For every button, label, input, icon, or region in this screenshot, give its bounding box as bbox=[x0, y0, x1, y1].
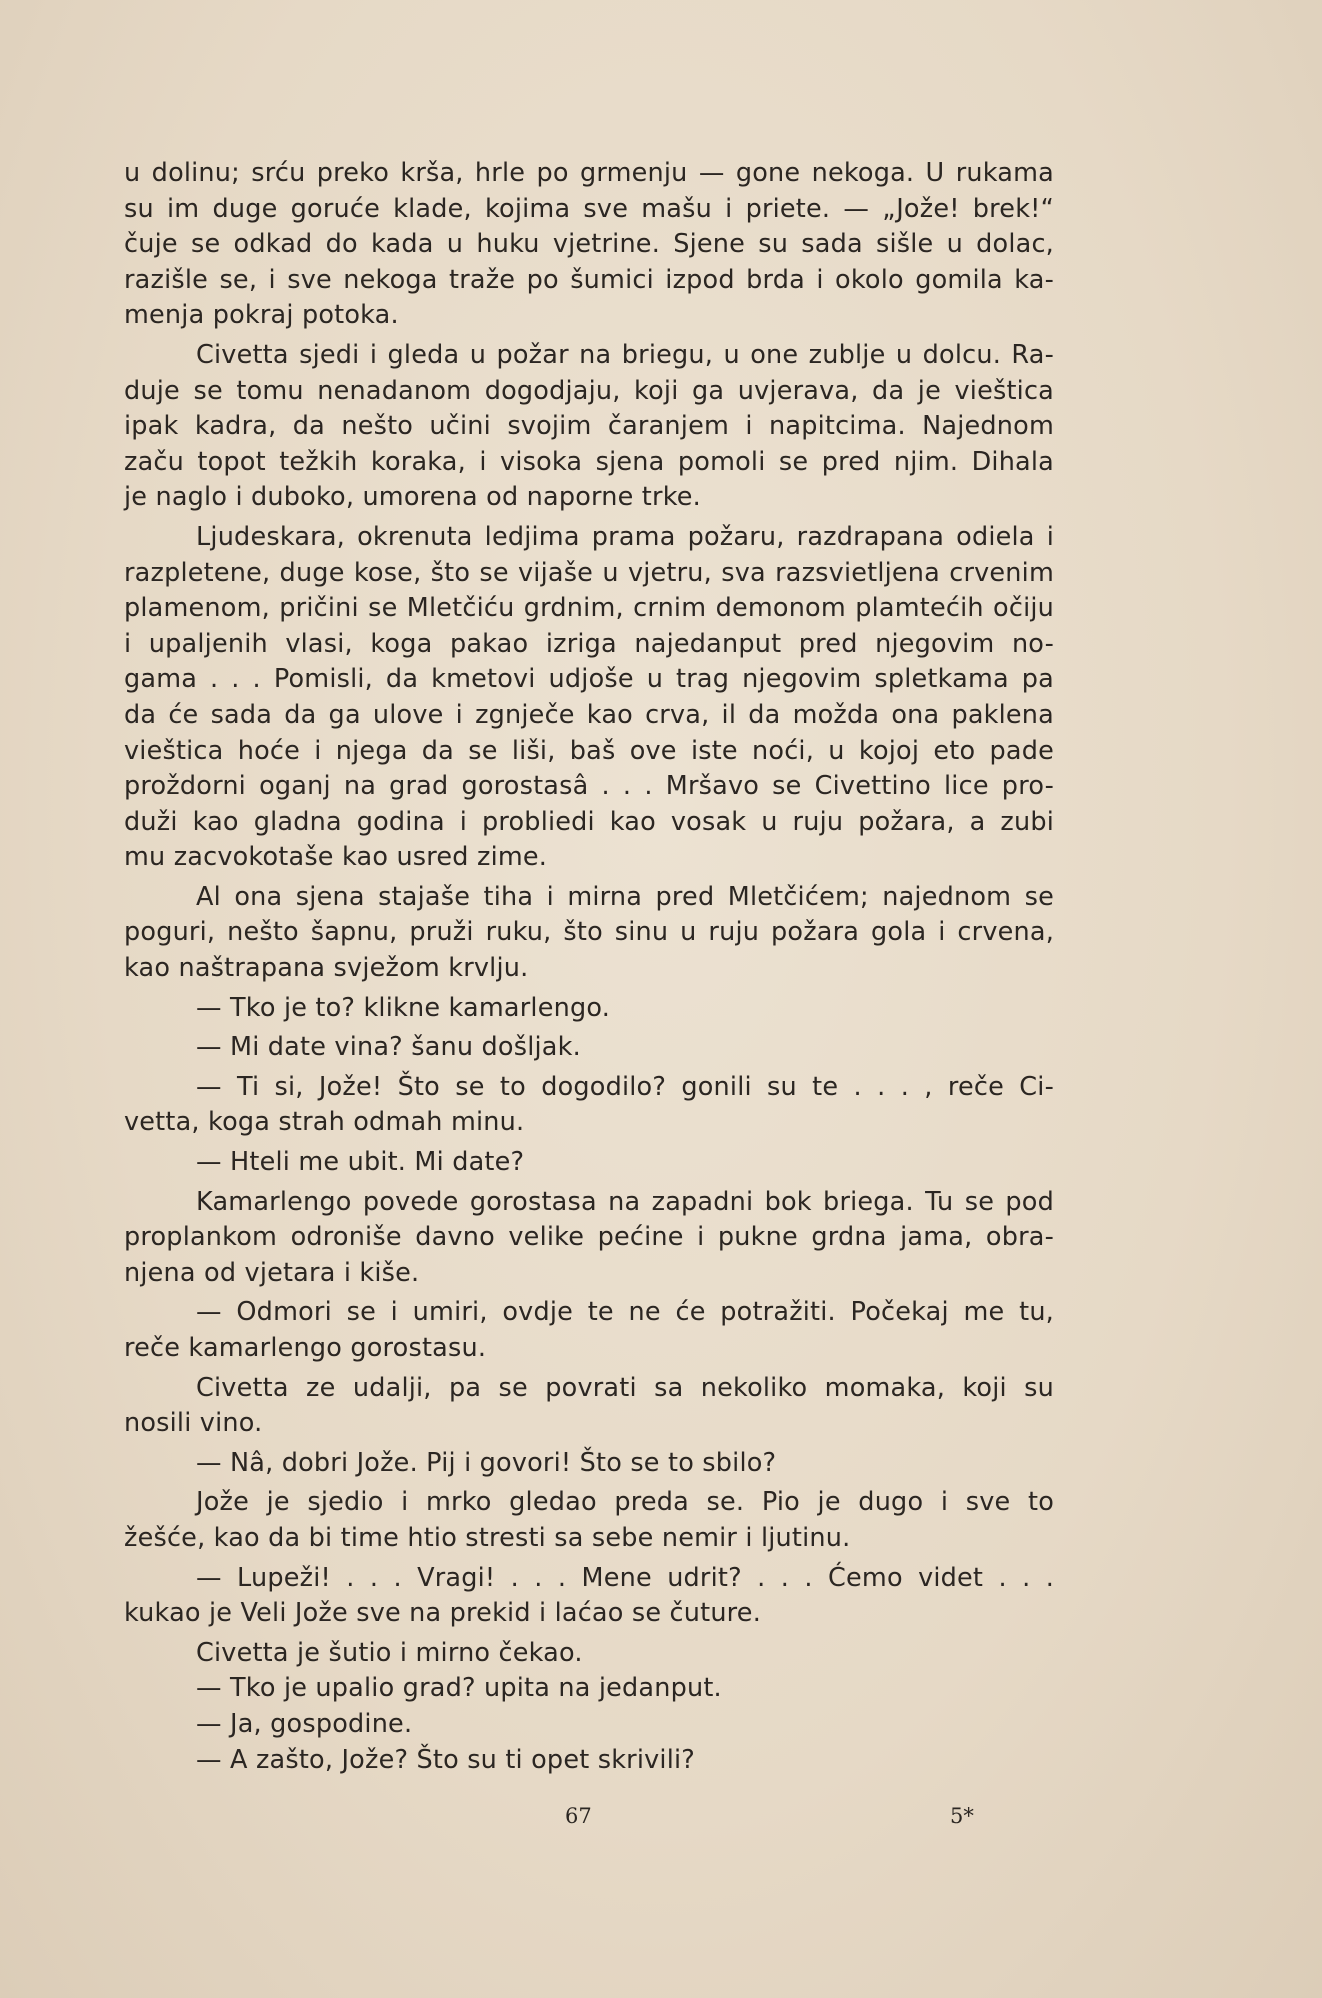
text-line: vetta, koga strah odmah minu. bbox=[124, 1107, 525, 1138]
text-line: je naglo i duboko, umorena od naporne trke. bbox=[124, 482, 701, 513]
text-line: — Tko je to? klikne kamarlengo. bbox=[196, 992, 611, 1023]
text-line: proplankom odroniše davno velike pećine i pukne grdna jama, obra- bbox=[124, 1222, 1054, 1253]
text-line: njena od vjetara i kiše. bbox=[124, 1257, 420, 1288]
text-line: i upaljenih vlasi, koga pakao izriga najedanput pred njegovim no- bbox=[124, 628, 1054, 659]
text-line: su im duge goruće klade, kojima sve mašu i priete. — „Jože! brek!“ bbox=[124, 193, 1054, 224]
signature-mark: 5* bbox=[950, 1804, 974, 1828]
text-line: Civetta ze udalji, pa se povrati sa nekoliko momaka, koji su bbox=[196, 1372, 1054, 1403]
text-line: razišle se, i sve nekoga traže po šumici izpod brda i okolo gomila ka- bbox=[124, 264, 1054, 295]
text-line: gama . . . Pomisli, da kmetovi udjoše u trag njegovim spletkama pa bbox=[124, 664, 1054, 695]
text-line: plamenom, pričini se Mletčiću grdnim, crnim demonom plamtećih očiju bbox=[124, 593, 1054, 624]
text-line: Kamarlengo povede gorostasa na zapadni bok briega. Tu se pod bbox=[196, 1186, 1054, 1217]
page-footer bbox=[0, 1804, 1322, 1834]
text-line: u dolinu; srću preko krša, hrle po grmenju — gone nekoga. U rukama bbox=[124, 158, 1054, 188]
text-line: Civetta sjedi i gleda u požar na briegu, u one zublje u dolcu. Ra- bbox=[196, 339, 1054, 370]
text-line: proždorni oganj na grad gorostasâ . . . Mršavo se Civettino lice pro- bbox=[124, 771, 1054, 802]
text-line: Jože je sjedio i mrko gledao preda se. Pio je dugo i sve to bbox=[196, 1487, 1054, 1518]
text-line: — Ja, gospodine. bbox=[196, 1708, 413, 1739]
text-line: — Odmori se i umiri, ovdje te ne će potražiti. Počekaj me tu, bbox=[196, 1297, 1054, 1328]
text-line: čuje se odkad do kada u huku vjetrine. Sjene su sada sišle u dolac, bbox=[124, 229, 1054, 260]
text-line: — Nâ, dobri Jože. Pij i govori! Što se to sbilo? bbox=[196, 1447, 777, 1478]
text-line: mu zacvokotaše kao usred zime. bbox=[124, 842, 548, 873]
text-line: kukao je Veli Jože sve na prekid i laćao se čuture. bbox=[124, 1598, 762, 1629]
text-line: Civetta je šutio i mirno čekao. bbox=[196, 1637, 583, 1668]
text-line: ipak kadra, da nešto učini svojim čaranjem i napitcima. Najednom bbox=[124, 411, 1054, 442]
text-line: duje se tomu nenadanom dogodjaju, koji ga uvjerava, da je vieštica bbox=[124, 375, 1054, 406]
text-line: — Ti si, Jože! Što se to dogodilo? gonili su te . . . , reče Ci- bbox=[196, 1071, 1054, 1102]
text-line: duži kao gladna godina i probliedi kao vosak u ruju požara, a zubi bbox=[124, 806, 1054, 837]
text-line: — Hteli me ubit. Mi date? bbox=[196, 1147, 525, 1178]
text-line: — A zašto, Jože? Što su ti opet skrivili? bbox=[196, 1744, 696, 1775]
text-line: Ljudeskara, okrenuta ledjima prama požaru, razdrapana odiela i bbox=[196, 521, 1054, 552]
page-body bbox=[124, 156, 1054, 1778]
text-line: začu topot težkih koraka, i visoka sjena pomoli se pred njim. Dihala bbox=[124, 446, 1054, 477]
text-line: vieštica hoće i njega da se liši, baš ove iste noći, u kojoj eto pade bbox=[124, 735, 1054, 766]
text-line: nosili vino. bbox=[124, 1408, 263, 1439]
text-line: kao naštrapana svježom krvlju. bbox=[124, 953, 529, 984]
text-line: Al ona sjena stajaše tiha i mirna pred Mletčićem; najednom se bbox=[196, 881, 1054, 912]
text-line: poguri, nešto šapnu, pruži ruku, što sinu u ruju požara gola i crvena, bbox=[124, 917, 1054, 948]
text-line: da će sada da ga ulove i zgnječe kao crva, il da možda ona paklena bbox=[124, 699, 1054, 730]
text-line: — Mi date vina? šanu došljak. bbox=[196, 1032, 581, 1063]
text-line: — Lupeži! . . . Vragi! . . . Mene udrit? . . . Ćemo videt . . . bbox=[196, 1562, 1054, 1593]
text-line: reče kamarlengo gorostasu. bbox=[124, 1333, 487, 1363]
text-line: — Tko je upalio grad? upita na jedanput. bbox=[196, 1673, 722, 1704]
text-line: menja pokraj potoka. bbox=[124, 300, 399, 331]
text-line: razpletene, duge kose, što se vijaše u vjetru, sva razsvietljena crvenim bbox=[124, 557, 1054, 588]
text-line: žešće, kao da bi time htio stresti sa sebe nemir i ljutinu. bbox=[124, 1522, 851, 1553]
page-number: 67 bbox=[565, 1804, 592, 1828]
